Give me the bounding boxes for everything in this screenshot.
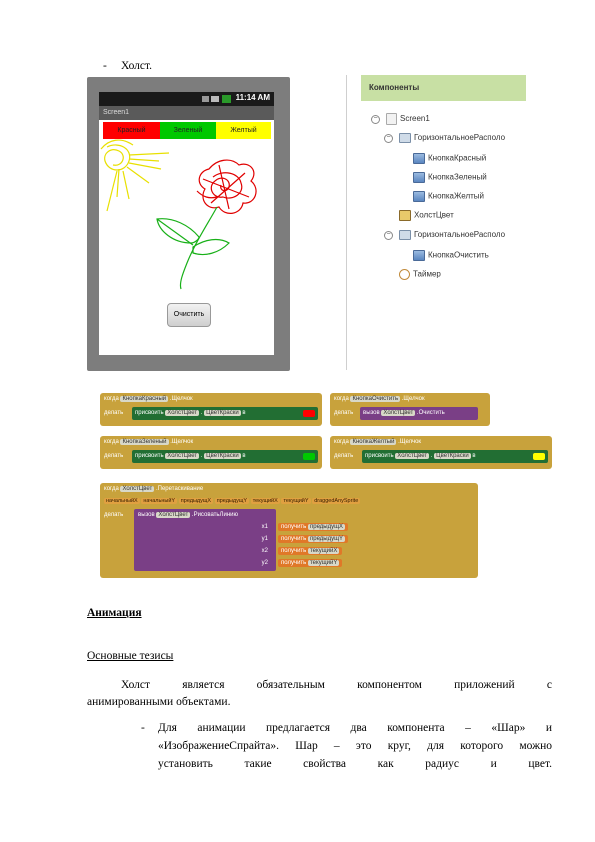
panel-divider	[346, 75, 347, 370]
tree-item-timer[interactable]: Таймер	[399, 269, 441, 280]
components-panel-title: Компоненты	[361, 75, 526, 101]
horizontal-arrangement-icon	[399, 230, 411, 240]
button-icon	[413, 172, 425, 183]
block-green-click[interactable]: когда КнопкаЗеленый .Щелчок делать присвоить ХолстЦвет . ЦветКраски в	[100, 436, 322, 469]
tree-item-button-yellow[interactable]: КнопкаЖелтый	[413, 191, 484, 202]
canvas-icon	[399, 210, 411, 221]
components-panel	[361, 75, 526, 349]
yellow-color-swatch	[533, 453, 545, 460]
green-color-swatch	[303, 453, 315, 460]
block-canvas-dragged[interactable]: когда ХолстЦвет .Перетаскивание начальныйX начальныйY предыдущX предыдущY текущийX текущийY draggedAnySprite делать вызов ХолстЦвет .РисоватьЛинию x1 y1 x2 y2 получить предыдущX получить предыдущY получить текущийX получить текущийY	[100, 483, 478, 578]
screen-icon	[386, 113, 397, 125]
horizontal-arrangement-icon	[399, 133, 411, 143]
subheading-theses: Основные тезисы	[87, 650, 174, 662]
heading-animation: Анимация	[87, 607, 142, 619]
status-bar	[99, 92, 274, 106]
screen-title: Screen1	[99, 106, 274, 120]
tree-item-button-green[interactable]: КнопкаЗеленый	[413, 172, 487, 183]
tree-item-horizontal-2[interactable]: − ГоризонтальноеРасполо	[384, 230, 505, 240]
phone-screen	[99, 92, 274, 355]
list-dash: -	[103, 60, 107, 72]
red-button[interactable]: Красный	[103, 122, 160, 139]
block-yellow-click[interactable]: когда КнопкаЖелтый .Щелчок делать присвоить ХолстЦвет . ЦветКраски в	[330, 436, 552, 469]
collapse-icon[interactable]: −	[384, 231, 393, 240]
bullet-dash: -	[141, 722, 145, 734]
get-arg-y1[interactable]: получить предыдущY	[278, 535, 348, 543]
tree-item-horizontal-1[interactable]: − ГоризонтальноеРасполо	[384, 133, 505, 143]
get-arg-y2[interactable]: получить текущийY	[278, 559, 342, 567]
call-drawline-block[interactable]: вызов ХолстЦвет .РисоватьЛинию x1 y1 x2 y2	[134, 509, 276, 571]
paragraph-line-1: Холст является обязательным компонентом приложений с	[121, 679, 552, 691]
button-icon	[413, 191, 425, 202]
drawing-canvas[interactable]	[99, 139, 274, 299]
paragraph-line-2: анимированными объектами.	[87, 696, 231, 708]
flower-drawing	[197, 160, 256, 213]
status-time: 11:14 AM	[235, 93, 270, 102]
sun-drawing	[101, 140, 169, 211]
block-clear-click[interactable]: когда КнопкаОчистить .Щелчок делать вызов ХолстЦвет .Очистить	[330, 393, 490, 426]
block-red-click[interactable]: когда КнопкаКрасный .Щелчок делать присвоить ХолстЦвет . ЦветКраски в	[100, 393, 322, 426]
tree-item-button-red[interactable]: КнопкаКрасный	[413, 153, 486, 164]
status-icons	[202, 95, 232, 103]
button-icon	[413, 153, 425, 164]
bullet-line-2: «ИзображениеСпрайта». Шар – это круг, для которого можно	[158, 740, 552, 752]
button-icon	[413, 250, 425, 261]
list-item-holst: Холст.	[121, 60, 153, 72]
stem-drawing	[157, 207, 229, 289]
collapse-icon[interactable]: −	[371, 115, 380, 124]
clear-button[interactable]: Очистить	[167, 303, 211, 327]
bullet-line-1: Для анимации предлагается два компонента – «Шар» и	[158, 722, 552, 734]
get-arg-x2[interactable]: получить текущийX	[278, 547, 342, 555]
red-color-swatch	[303, 410, 315, 417]
timer-icon	[399, 269, 410, 280]
tree-item-canvas[interactable]: ХолстЦвет	[399, 210, 454, 221]
green-button[interactable]: Зеленый	[160, 122, 216, 139]
collapse-icon[interactable]: −	[384, 134, 393, 143]
get-arg-x1[interactable]: получить предыдущX	[278, 523, 348, 531]
yellow-button[interactable]: Желтый	[216, 122, 271, 139]
tree-item-button-clear[interactable]: КнопкаОчистить	[413, 250, 489, 261]
bullet-line-3: установить такие свойства как радиус и цвет.	[158, 758, 552, 770]
tree-item-screen1[interactable]: − Screen1	[371, 113, 430, 125]
